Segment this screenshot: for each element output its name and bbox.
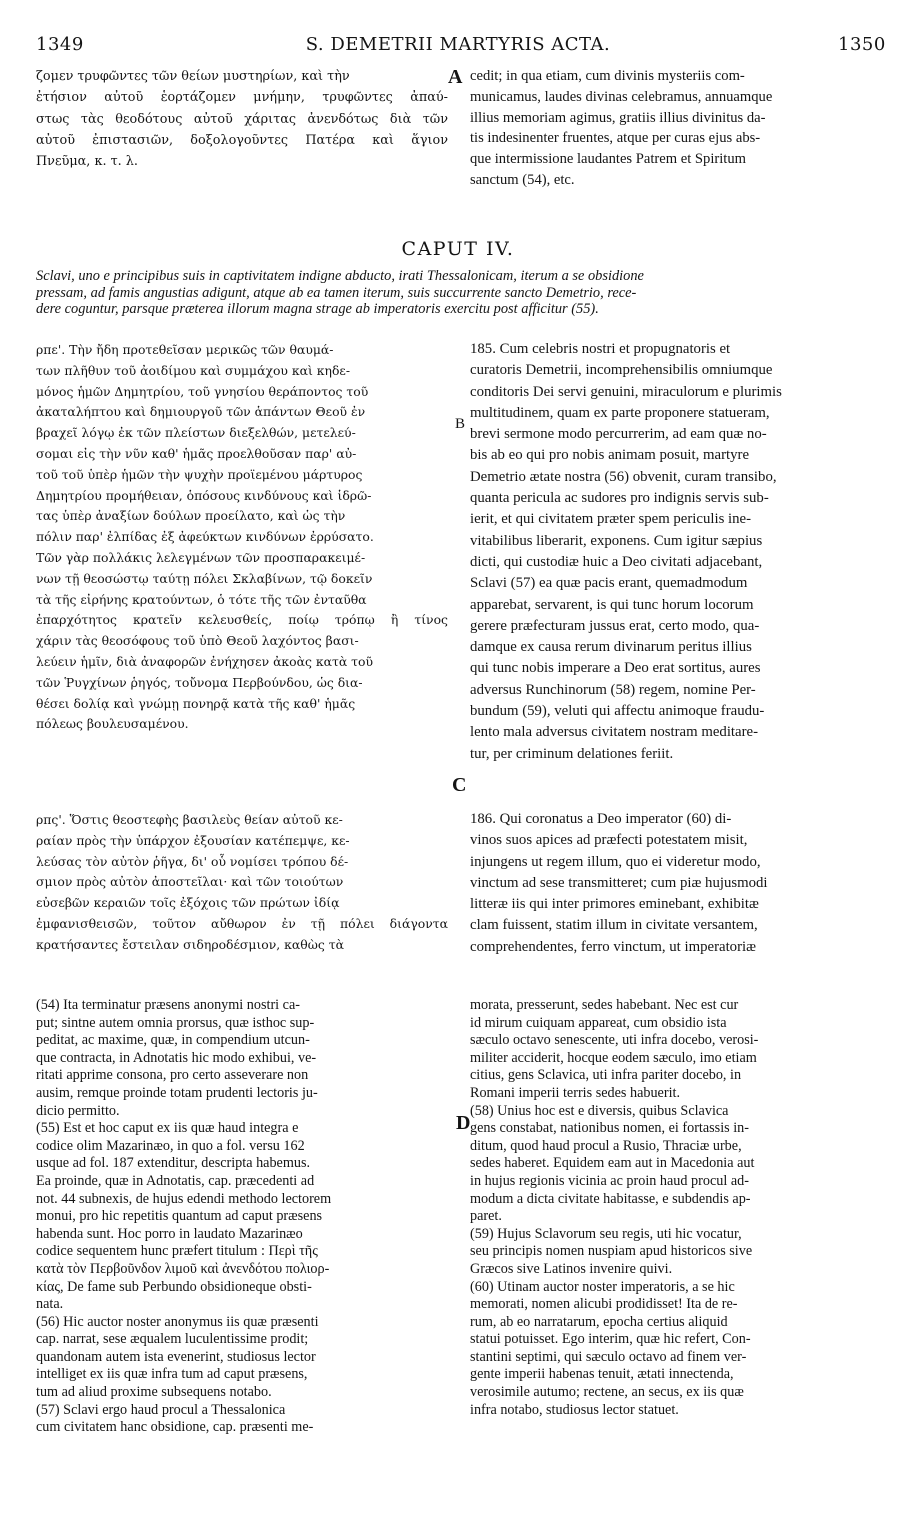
- margin-letter-d: D: [456, 1112, 471, 1134]
- footnote-line: peditat, ac maxime, quæ, in compendium utcun-: [36, 1032, 310, 1049]
- greek-line: Τῶν γὰρ πολλάκις λελεγμένων τῶν προσπαρακειμέ-: [36, 549, 366, 565]
- latin-line: cedit; in qua etiam, cum divinis mysteriis com-: [470, 68, 745, 84]
- latin-line: ierit, et qui civitatem præter spem periculis ine-: [470, 511, 752, 528]
- latin-line: 186. Qui coronatus a Deo imperator (60) di-: [470, 811, 732, 827]
- latin-line: bundum (59), veluti qui affectu animoque fraudu-: [470, 703, 765, 720]
- latin-paragraph-185: [470, 339, 880, 765]
- greek-line: εὐσεβῶν κεραιῶν τοῖς ἐξόχοις τῶν πρώτων ἰδίᾳ: [36, 895, 340, 911]
- footnote-line: Græcos sive Latinos invenire quivi.: [470, 1260, 673, 1277]
- greek-line: ἐπαρχότητος κρατεῖν κελευσθείς, ποίῳ τρόπῳ ἢ τίνος: [36, 612, 448, 628]
- latin-line: sanctum (54), etc.: [470, 171, 575, 188]
- greek-line: τὰ τῆς εἰρήνης κρατούντων, ὁ τότε τῆς τῶν ἐνταῦθα: [36, 591, 367, 607]
- footnote-line: habenda sunt. Hoc porro in laudato Mazarinæo: [36, 1225, 303, 1242]
- footnote-line: militer acciderit, hocque eodem sæculo, imo etiam: [470, 1049, 757, 1066]
- greek-paragraph-186: [36, 810, 448, 956]
- latin-paragraph-186: [470, 809, 880, 958]
- footnote-line: modum a dicta civitate habitasse, e subdendis ap-: [470, 1190, 751, 1207]
- greek-line: στως τὰς θεοδότους αὐτοῦ χάριτας ἀνενδότως διὰ τῶν: [36, 111, 448, 127]
- footnote-line: (60) Utinam auctor noster imperatoris, a se hic: [470, 1278, 735, 1295]
- footnote-line: codice sequentem hunc præfert titulum : Περὶ τῆς: [36, 1243, 318, 1260]
- greek-line: μόνος ἡμῶν Δημητρίου, τοῦ γνησίου θεράποντος τοῦ: [36, 383, 369, 399]
- footnote-line: (58) Unius hoc est e diversis, quibus Sclavica: [470, 1102, 729, 1119]
- latin-line: injungens ut regem illum, quo ei videretur modo,: [470, 853, 761, 870]
- latin-line: comprehendentes, ferro vinctum, ut imperatoriæ: [470, 938, 756, 955]
- greek-line: Πνεῦμα, κ. τ. λ.: [36, 154, 138, 170]
- latin-line: 185. Cum celebris nostri et propugnatoris et: [470, 341, 731, 357]
- latin-line: vinctum ad sese transmitteret; cum piæ hujusmodi: [470, 874, 768, 891]
- footnote-line: verosimile autumo; rectene, an secus, ex iis quæ: [470, 1384, 744, 1401]
- footnote-line: citius, gens Sclavica, uti infra pariter docebo, in: [470, 1067, 742, 1084]
- footnote-line: rum, ab eo narratarum, epocha certius aliquid: [470, 1313, 728, 1330]
- top-latin-text: [470, 66, 880, 191]
- greek-paragraph-185: [36, 340, 448, 735]
- page-number-left: 1349: [36, 34, 84, 55]
- latin-line: tur, per criminum delationes feriit.: [470, 745, 674, 762]
- footnotes-left-column: [36, 997, 448, 1437]
- footnote-line: cum civitatem hanc obsidione, cap. præsenti me-: [36, 1419, 314, 1436]
- chapter-heading: CAPUT IV.: [401, 238, 515, 260]
- footnote-line: dicio permitto.: [36, 1102, 120, 1119]
- greek-line: αὐτοῦ ἐπιστασιῶν, δοξολογοῦντες Πατέρα καὶ ἅγιον: [36, 132, 448, 148]
- greek-line: τῶν Ῥυγχίνων ῥηγός, τοὔνομα Περβούνδου, ὡς δια-: [36, 674, 363, 690]
- footnote-line: in hujus regionis vicinia ac proin haud procul ad-: [470, 1172, 749, 1189]
- running-title: S. DEMETRII MARTYRIS ACTA.: [305, 34, 611, 55]
- latin-line: Sclavi (57) ea quæ pacis erant, quemadmodum: [470, 575, 748, 592]
- latin-line: gerere præfecturam jussus erat, certo modo, qua-: [470, 617, 760, 634]
- footnotes-right-column: [470, 997, 880, 1419]
- footnote-line: sæculo octavo senescente, uti infra docebo, verosi-: [470, 1032, 759, 1049]
- latin-line: multitudinem, quam ex parte proponere statueram,: [470, 404, 770, 421]
- margin-letter-a: A: [448, 66, 463, 88]
- page-number-right: 1350: [838, 34, 886, 55]
- footnote-line: tum ad aliud proxime subsequens notabo.: [36, 1384, 272, 1401]
- greek-line: ρπε'. Τὴν ἤδη προτεθεῖσαν μερικῶς τῶν θαυμά-: [36, 342, 334, 357]
- latin-line: municamus, laudes divinas celebramus, annuamque: [470, 88, 773, 105]
- footnote-line: codice olim Mazarinæo, in quo a fol. versu 162: [36, 1137, 305, 1154]
- latin-line: illius memoriam agimus, gratiis illius divinitus da-: [470, 109, 766, 126]
- latin-line: tis indesinenter fruentes, atque per curas ejus abs-: [470, 130, 761, 147]
- latin-line: litteræ iis qui inter primores eminebant, exhibitæ: [470, 896, 759, 913]
- latin-line: dicti, qui custodiæ huic a Deo civitati adjacebant,: [470, 553, 763, 570]
- latin-line: clam fuissent, statim illum in civitate versantem,: [470, 917, 758, 934]
- greek-line: των πλῆθυν τοῦ ἀοιδίμου καὶ συμμάχου καὶ κηδε-: [36, 362, 351, 378]
- latin-line: que intermissione laudantes Patrem et Spiritum: [470, 151, 747, 168]
- greek-line: βραχεῖ λόγῳ ἐκ τῶν πλείστων διεξελθών, μετελεύ-: [36, 425, 356, 441]
- greek-line: κρατήσαντες ἔστειλαν σιδηροδέσμιον, καθὼς τὰ: [36, 936, 344, 952]
- footnote-line: paret.: [470, 1208, 502, 1225]
- greek-line: νων τῇ θεοσώστῳ ταύτῃ πόλει Σκλαβίνων, τῷ δοκεῖν: [36, 570, 373, 586]
- latin-line: adversus Runchinorum (58) regem, nomine Per-: [470, 681, 756, 698]
- footnote-line: id mirum cuiquam appareat, cum obsidio ista: [470, 1014, 727, 1031]
- greek-line: ζομεν τρυφῶντες τῶν θείων μυστηρίων, καὶ τὴν: [36, 69, 350, 84]
- footnote-line: seu principis nomen nuspiam apud historicos sive: [470, 1243, 753, 1260]
- greek-line: σμιον πρὸς αὐτὸν ἀποστεῖλαι· καὶ τῶν τοιούτων: [36, 874, 344, 890]
- footnote-line: nata.: [36, 1296, 64, 1313]
- summary-line: Sclavi, uno e principibus suis in captivitatem indigne abducto, irati Thessalonicam, iterum a se obsidione: [36, 268, 644, 284]
- footnote-line: gens constabat, nationibus nomen, ei fortassis in-: [470, 1120, 749, 1137]
- greek-line: λεύσας τὸν αὐτὸν ῥῆγα, δι' οὗ νομίσει τρόπου δέ-: [36, 853, 349, 869]
- footnote-line: Ea proinde, quæ in Adnotatis, cap. præcedenti ad: [36, 1172, 315, 1189]
- greek-line: λεύειν ἡμῖν, διὰ ἀναφορῶν ἐνήχησεν ἀκοὰς κατὰ τοῦ: [36, 653, 374, 669]
- greek-line: τας ὑπὲρ ἀναξίων δούλων προείλατο, καὶ ὡς τὴν: [36, 508, 346, 524]
- greek-line: ἐτήσιον αὐτοῦ ἑορτάζομεν μνήμην, τρυφῶντες ἀπαύ-: [36, 90, 448, 106]
- footnote-line: not. 44 subnexis, de hujus edendi methodo lectorem: [36, 1190, 332, 1207]
- footnote-line: usque ad fol. 187 extenditur, descripta habemus.: [36, 1155, 311, 1172]
- latin-line: apparebat, servarent, is qui tunc horum locorum: [470, 596, 754, 613]
- latin-line: quanta pericula ac sudores pro indignis servis sub-: [470, 490, 769, 507]
- greek-line: πόλιν παρ' ἐλπίδας ἐξ ἀφεύκτων κινδύνων ἐρρύσατο.: [36, 529, 374, 545]
- latin-line: qui tunc nobis imperare a Deo erat sortitus, aures: [470, 660, 761, 677]
- footnote-line: κατὰ τὸν Περβοῦνδον λιμοῦ καὶ ἀνενδότου πολιορ-: [36, 1260, 330, 1277]
- top-greek-text: [36, 66, 448, 172]
- latin-line: brevi sermone modo percurrerim, ad eam quæ no-: [470, 426, 767, 443]
- footnote-line: sedes haberet. Equidem eam aut in Macedonia aut: [470, 1155, 755, 1172]
- summary-line: dere coguntur, parsque præterea illorum magna strage ab imperatoris exercitu post afficitur (55).: [36, 301, 599, 318]
- footnote-line: stantini septimi, qui sæculo octavo ad finem ver-: [470, 1348, 747, 1365]
- greek-line: πόλεως βουλευσαμένου.: [36, 716, 189, 732]
- footnote-line: (57) Sclavi ergo haud procul a Thessalonica: [36, 1401, 286, 1418]
- footnote-line: (59) Hujus Sclavorum seu regis, uti hic vocatur,: [470, 1225, 742, 1242]
- footnote-line: morata, presserunt, sedes habebant. Nec est cur: [470, 997, 739, 1013]
- latin-line: vinos suos apices ad præfecti potestatem misit,: [470, 832, 748, 849]
- latin-line: bis ab eo qui pro nobis animam posuit, martyre: [470, 447, 750, 464]
- latin-line: damque ex causa rerum divinarum peritus illius: [470, 639, 752, 656]
- greek-line: ἐμφανισθεισῶν, τοῦτον αὔθωρον ἐν τῇ πόλει διάγοντα: [36, 915, 448, 931]
- greek-line: Δημητρίου προμήθειαν, ὁπόσους κινδύνους καὶ ἱδρῶ-: [36, 487, 372, 503]
- footnote-line: cap. narrat, sese æqualem luculentissime prodit;: [36, 1331, 309, 1348]
- footnote-line: put; sintne autem omnia prorsus, quæ isthoc sup-: [36, 1014, 315, 1031]
- margin-letter-b: B: [455, 416, 466, 432]
- latin-line: curatoris Demetrii, incomprehensibilis omniumque: [470, 362, 773, 379]
- footnote-line: gente imperii habenas tenuit, ætati innectenda,: [470, 1366, 734, 1383]
- footnote-line: que contracta, in Adnotatis hic modo exhibui, ve-: [36, 1049, 317, 1066]
- latin-line: Demetrio ætate nostra (56) obvenit, curam transibo,: [470, 468, 777, 485]
- greek-line: σομαι εἰς τὴν νῦν καθ' ἡμᾶς προελθοῦσαν παρ' αὐ-: [36, 445, 357, 461]
- footnote-line: (56) Hic auctor noster anonymus iis quæ præsenti: [36, 1313, 319, 1330]
- greek-line: ραίαν πρὸς τὴν ὑπάρχον ἐξουσίαν κατέπεμψε, κε-: [36, 832, 350, 848]
- footnote-line: intelliget ex iis quæ infra tum ad caput præsens,: [36, 1366, 308, 1383]
- footnote-line: κίας, De fame sub Perbundo obsidioneque obsti-: [36, 1278, 312, 1295]
- footnote-line: infra notabo, studiosus lector statuet.: [470, 1401, 679, 1418]
- footnote-line: memorati, nomen alicubi prodidisset! Ita de re-: [470, 1296, 738, 1313]
- margin-letter-c: C: [452, 774, 467, 796]
- greek-line: θέσει δολίᾳ καὶ γνώμῃ πονηρᾷ κατὰ τῆς καθ' ἡμᾶς: [36, 695, 356, 711]
- footnote-line: ditum, quod haud procul a Rusio, Thraciæ urbe,: [470, 1137, 742, 1154]
- greek-line: τοῦ τοῦ ὑπὲρ ἡμῶν τὴν ψυχὴν προϊεμένου μάρτυρος: [36, 466, 363, 482]
- chapter-summary: [36, 268, 880, 318]
- summary-line: pressam, ad famis angustias adigunt, atque ab ea tamen iterum, suis succurrente sancto Demetrio, rece-: [36, 284, 637, 301]
- footnote-line: ritati apprime consona, pro certo asseverare non: [36, 1067, 309, 1084]
- footnote-line: statui potuisset. Ego interim, quæ hic refert, Con-: [470, 1331, 751, 1348]
- footnote-line: quandonam autem ista evenerint, studiosus lector: [36, 1348, 316, 1365]
- footnote-line: (55) Est et hoc caput ex iis quæ haud integra e: [36, 1120, 299, 1137]
- greek-line: ἀκαταλήπτου καὶ δημιουργοῦ τῶν ἁπάντων Θεοῦ ἐν: [36, 404, 366, 420]
- latin-line: conditoris Dei servi genuini, miraculorum e plurimis: [470, 383, 782, 400]
- greek-line: χάριν τὰς θεοσόφους τοῦ ὑπὸ Θεοῦ λαχόντος βασι-: [36, 633, 359, 649]
- latin-line: vitabilibus liberarit, exponens. Cum igitur sæpius: [470, 532, 763, 549]
- footnote-line: Romani imperii terris sedes habuerit.: [470, 1084, 680, 1101]
- footnote-line: monui, pro hic repetitis quantum ad caput præsens: [36, 1208, 323, 1225]
- latin-line: lento mala adversus civitatem nostram meditare-: [470, 724, 759, 741]
- footnote-line: (54) Ita terminatur præsens anonymi nostri ca-: [36, 997, 300, 1013]
- footnote-line: ausim, remque proinde totam prudenti lectoris ju-: [36, 1084, 318, 1101]
- greek-line: ρπς'. Ὅστις θεοστεφὴς βασιλεὺς θείαν αὐτοῦ κε-: [36, 812, 343, 827]
